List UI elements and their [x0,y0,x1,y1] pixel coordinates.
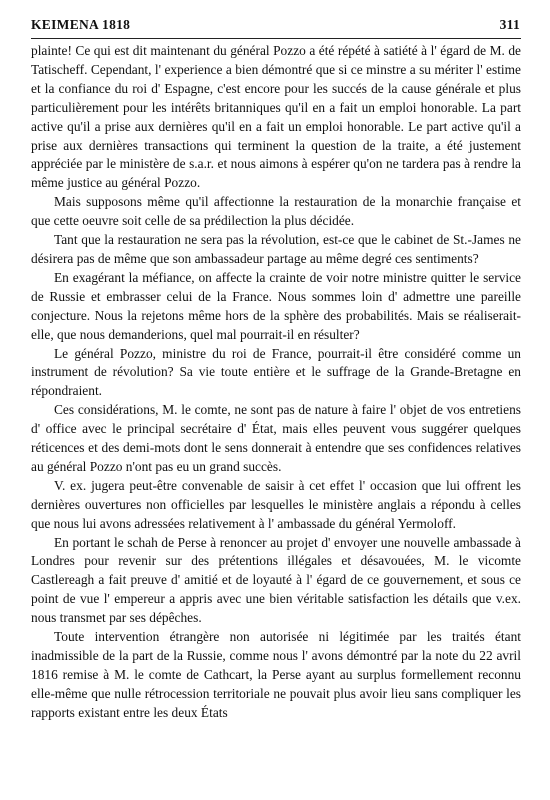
paragraph-7: V. ex. jugera peut-être convenable de saisir à cet effet l' occasion que lui offrent les dernières ouvertures non officielles par lesquelles le ministère anglais a répondu à celles que nous lui avons adressées relativement à l' ambassade du général Yermoloff. [31,477,521,531]
paragraph-8: En portant le schah de Perse à renoncer au projet d' envoyer une nouvelle ambassade à Londres pour revenir sur des prétentions illégales et désavouées, M. le vicomte Castlereagh a fait preuve d' amitié et de loyauté à l' égard de ce gouvernement, et sous ce point de vue l' empereur a appris avec une bien véritable satisfaction les détails que v.ex. nous transmet par ses dépêches. [31,534,521,626]
paragraph-1: plainte! Ce qui est dit maintenant du général Pozzo a été répété à satiété à l' égard de M. de Tatischeff. Cependant, l' experience a bien démontré que si ce minstre a su mériter l' estime et la confiance du roi d' Espagne, c'est encore pour les succés de la cause générale et plus particulièrement pour les intérêts britanniques qu'il en a fait un emploi honorable. La part active qu'il a prise aux dernières qu'il en a fait un emploi honorable. Le part active qu'il a prise aux dernières transactions qui terminent la question de la traite, a été justement appréciée par le ministère de s.a.r. et nous aimons à espérer qu'on ne tardera pas à rendre la même justice au général Pozzo. [31,43,521,191]
page-number: 311 [499,17,520,32]
header-rule [31,38,521,39]
body-text [31,42,521,723]
paragraph-4: En exagérant la méfiance, on affecte la crainte de voir notre ministre quitter le service de Russie et embrasser celui de la France. Nous sommes loin d' admettre une pareille conjecture. Nous la rejetons même hors de la sphère des probabilités. Mais se réaliserait-elle, que nous demanderions, quel mal pourrait-il en résulter? [31,269,521,342]
running-title: KEIMENA 1818 [31,17,131,32]
paragraph-5: Le général Pozzo, ministre du roi de France, pourrait-il être considéré comme un instrument de révolution? Sa vie toute entière et le suffrage de la Grande-Bretagne en répondraient. [31,345,521,399]
running-header [31,17,520,37]
paragraph-2: Mais supposons même qu'il affectionne la restauration de la monarchie française et que cette oeuvre soit celle de sa prédilection la plus décidée. [31,194,521,229]
paragraph-3: Tant que la restauration ne sera pas la révolution, est-ce que le cabinet de St.-James ne désirera pas de même que son ambassadeur partage au même degré ces sentiments? [31,232,521,266]
paragraph-6: Ces considérations, M. le comte, ne sont pas de nature à faire l' objet de vos entretiens d' office avec le principal secrétaire d' État, mais elles peuvent vous suggérer quelques réticences et des demi-mots dont le sens donnerait à entendre que ses confidences relatives au général Pozzo n'ont pas eu un grand succès. [31,402,521,474]
paragraph-9: Toute intervention étrangère non autorisée ni légitimée par les traités étant inadmissible de la part de la Russie, comme nous l' avons démontré par la note du 22 avril 1816 remise à M. le comte de Cathcart, la Perse ayant au surplus formellement reconnu elle-même que nulle rétrocession territoriale ne pouvait plus avoir lieu sans compliquer les rapports existant entre les deux États [31,629,521,720]
